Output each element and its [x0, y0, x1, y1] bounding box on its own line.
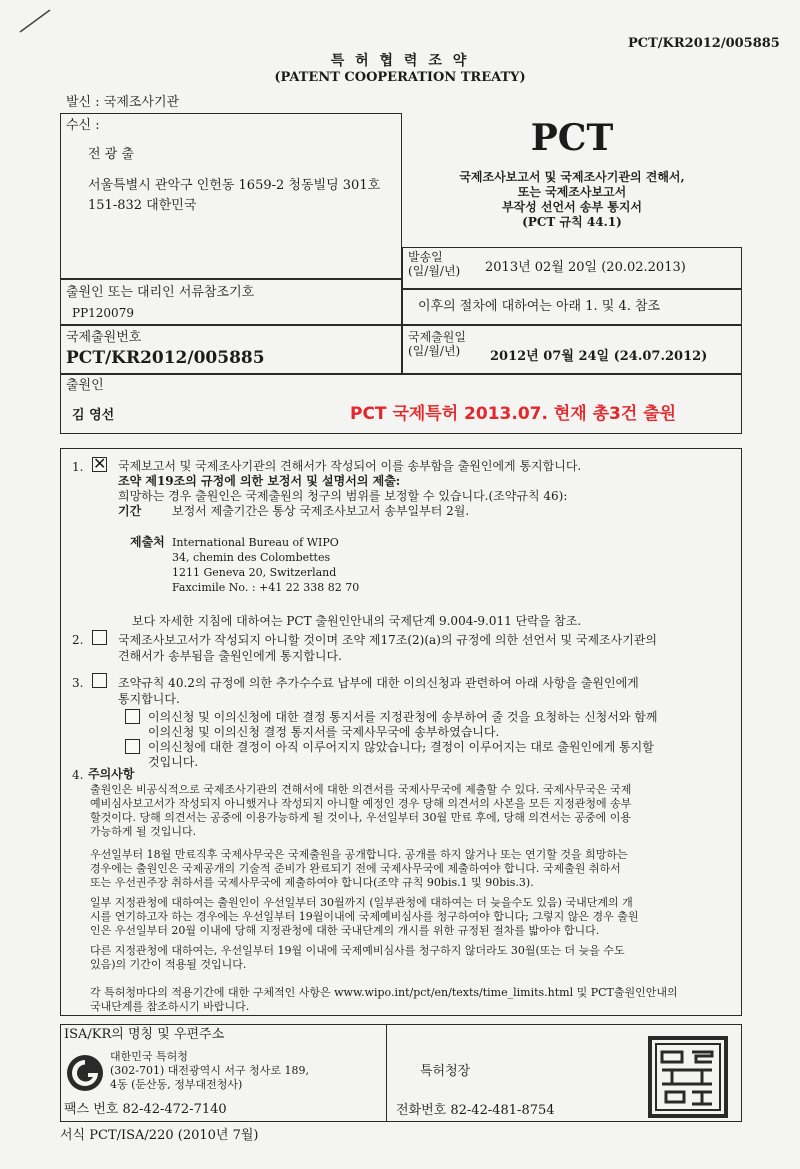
period-text: 보정서 제출기간은 통상 국제조사보고서 송부일부터 2월.: [172, 504, 470, 518]
item1-sub-title: 조약 제19조의 규정에 의한 보정서 및 설명서의 제출:: [118, 474, 401, 488]
item3-option1-text: 이의신청 및 이의신청에 대한 결정 통지서를 지정관청에 송부하여 줄 것을 요청하는 신청서와 함께 이의신청 및 이의신청 결정 통지서를 국제사무국에 송부하였습니다.: [148, 710, 658, 739]
filing-date: 2012년 07월 24일 (24.07.2012): [490, 349, 708, 364]
item3-checkbox[interactable]: [92, 673, 107, 688]
applicant-label: 출원인: [66, 378, 104, 393]
item2-text: 국제조사보고서가 작성되지 아니할 것이며 조약 제17조(2)(a)의 규정에 의한 선언서 및 국제조사기관의 견해서가 송부됨을 출원인에게 통지합니다.: [118, 633, 658, 663]
intl-app-label: 국제출원번호: [66, 330, 142, 345]
item3-number: 3.: [72, 676, 84, 690]
item3-option2-text: 이의신청에 대한 결정이 아직 이루어지지 않았습니다; 결정이 이루어지는 대로 출원인에게 통지할 것입니다.: [148, 740, 654, 769]
item3-text: 조약규칙 40.2의 규정에 의한 추가수수료 납부에 대한 이의신청과 관련하여 아래 사항을 출원인에게 통지합니다.: [118, 676, 639, 706]
item4-title: 주의사항: [88, 767, 135, 781]
phone-number: 전화번호 82-42-481-8754: [396, 1103, 555, 1118]
note-paragraph-4: 다른 지정관청에 대하여는, 우선일부터 19월 이내에 국제예비심사를 청구하지 않더라도 30월(또는 더 늦을 수도 있음)의 기간이 적용될 것입니다.: [90, 944, 625, 971]
note-paragraph-1: 출원인은 비공식적으로 국제조사기관의 견해서에 대한 의견서를 국제사무국에 제출할 수 있다. 국제사무국은 국제 예비심사보고서가 작성되지 아니했거나 작성되지 아니할 예정인 경우 당해 의견서의 사본을 모든 지정관청에 송부 할것이다. 당해 의견서는 공중에 이용가능하게 될 것이나, 우선일부터 30월 만료 후에, 당해 의견서는 공중에 이용 가능하게 될 것입니다.: [90, 783, 632, 838]
item1-number: 1.: [72, 460, 84, 474]
applicant-annotation: PCT 국제특허 2013.07. 현재 총3건 출원: [350, 404, 677, 424]
filing-label: 국제출원일 (일/월/년): [408, 330, 466, 358]
pct-big-title: PCT: [530, 117, 614, 159]
applicant-name: 김 영선: [72, 408, 115, 423]
submit-address: International Bureau of WIPO 34, chemin des Colombettes 1211 Geneva 20, Switzerland Faxcimile No. : +41 22 338 82 70: [172, 536, 360, 594]
pct-subtitle: 국제조사보고서 및 국제조사기관의 견해서, 또는 국제조사보고서 부작성 선언서 송부 통지서 (PCT 규칙 44.1): [459, 170, 685, 229]
item1-text: 국제보고서 및 국제조사기관의 견해서가 작성되어 이를 송부함을 출원인에게 통지합니다.: [118, 459, 582, 473]
guide-text: 보다 자세한 지침에 대하여는 PCT 출원인안내의 국제단계 9.004-9.011 단락을 참조.: [132, 614, 582, 628]
check-mark-icon: ✕: [93, 454, 107, 473]
item4-number: 4.: [72, 768, 84, 782]
item3-option1-checkbox[interactable]: [125, 709, 140, 724]
title-korean: 특 허 협 력 조 약: [330, 53, 470, 69]
recipient-name: 전 광 출: [88, 147, 134, 162]
sender-label: 발신 : 국제조사기관: [66, 95, 180, 110]
note-paragraph-3: 일부 지정관청에 대하여는 출원인이 우선일부터 30월까지 (일부관청에 대하여는 더 늦을수도 있음) 국내단계의 개 시를 연기하고자 하는 경우에는 우선일부터 19월이내에 국제예비심사를 청구하여야 합니다; 그렇지 않은 경우 출원 인은 우선일부터 20월 이내에 당해 지정관청에 대한 국내단계의 개시를 위한 규정된 절차를 밟아야 합니다.: [90, 896, 639, 937]
isa-label: ISA/KR의 명칭 및 우편주소: [64, 1027, 225, 1042]
form-id: 서식 PCT/ISA/220 (2010년 7월): [60, 1128, 259, 1143]
office-address: 대한민국 특허청 (302-701) 대전광역시 서구 청사로 189, 4동 (둔산동, 정부대전청사): [110, 1050, 310, 1091]
recipient-label: 수신 :: [66, 118, 100, 133]
doc-number: PCT/KR2012/005885: [628, 36, 780, 51]
footer-divider: [386, 1024, 387, 1122]
official-seal-icon: [648, 1036, 728, 1118]
kipo-logo-icon: [64, 1052, 106, 1094]
mailing-label: 발송일 (일/월/년): [408, 250, 461, 278]
mailing-date: 2013년 02월 20일 (20.02.2013): [485, 260, 686, 275]
ref-label: 출원인 또는 대리인 서류참조기호: [66, 285, 255, 300]
note-paragraph-5: 각 특허청마다의 적용기간에 대한 구체적인 사항은 www.wipo.int/pct/en/texts/time_limits.html 및 PCT출원인안내의 국내단계를 참조하시기 바랍니다.: [90, 986, 678, 1013]
officer-title: 특허청장: [420, 1064, 471, 1079]
fax-number: 팩스 번호 82-42-472-7140: [64, 1102, 227, 1117]
item2-checkbox[interactable]: [92, 630, 107, 645]
item1-sub-text: 희망하는 경우 출원인은 국제출원의 청구의 범위를 보정할 수 있습니다.(조약규칙 46):: [118, 489, 568, 503]
intl-app-number: PCT/KR2012/005885: [66, 348, 265, 368]
note-paragraph-2: 우선일부터 18월 만료직후 국제사무국은 국제출원을 공개합니다. 공개를 하지 않거나 또는 연기할 것을 희망하는 경우에는 출원인은 국제공개의 기술적 준비가 완료되기 전에 국제사무국에 제출하여야 합니다. 국제출원 취하서 또는 우선권주장 취하서를 국제사무국에 제출하여야 합니다(조약 규칙 90bis.1 및 90bis.3).: [90, 848, 628, 889]
submit-label: 제출처: [130, 535, 165, 549]
recipient-address: 서울특별시 관악구 인헌동 1659-2 청동빌딩 301호 151-832 대한민국: [88, 178, 381, 213]
pen-mark: [18, 8, 52, 34]
ref-value: PP120079: [72, 306, 134, 320]
followup-text: 이후의 절차에 대하여는 아래 1. 및 4. 참조: [418, 299, 661, 314]
item1-checkbox[interactable]: [92, 454, 107, 473]
period-label: 기간: [118, 504, 142, 518]
title-english: (PATENT COOPERATION TREATY): [274, 70, 526, 85]
item3-option2-checkbox[interactable]: [125, 739, 140, 754]
item2-number: 2.: [72, 633, 84, 647]
